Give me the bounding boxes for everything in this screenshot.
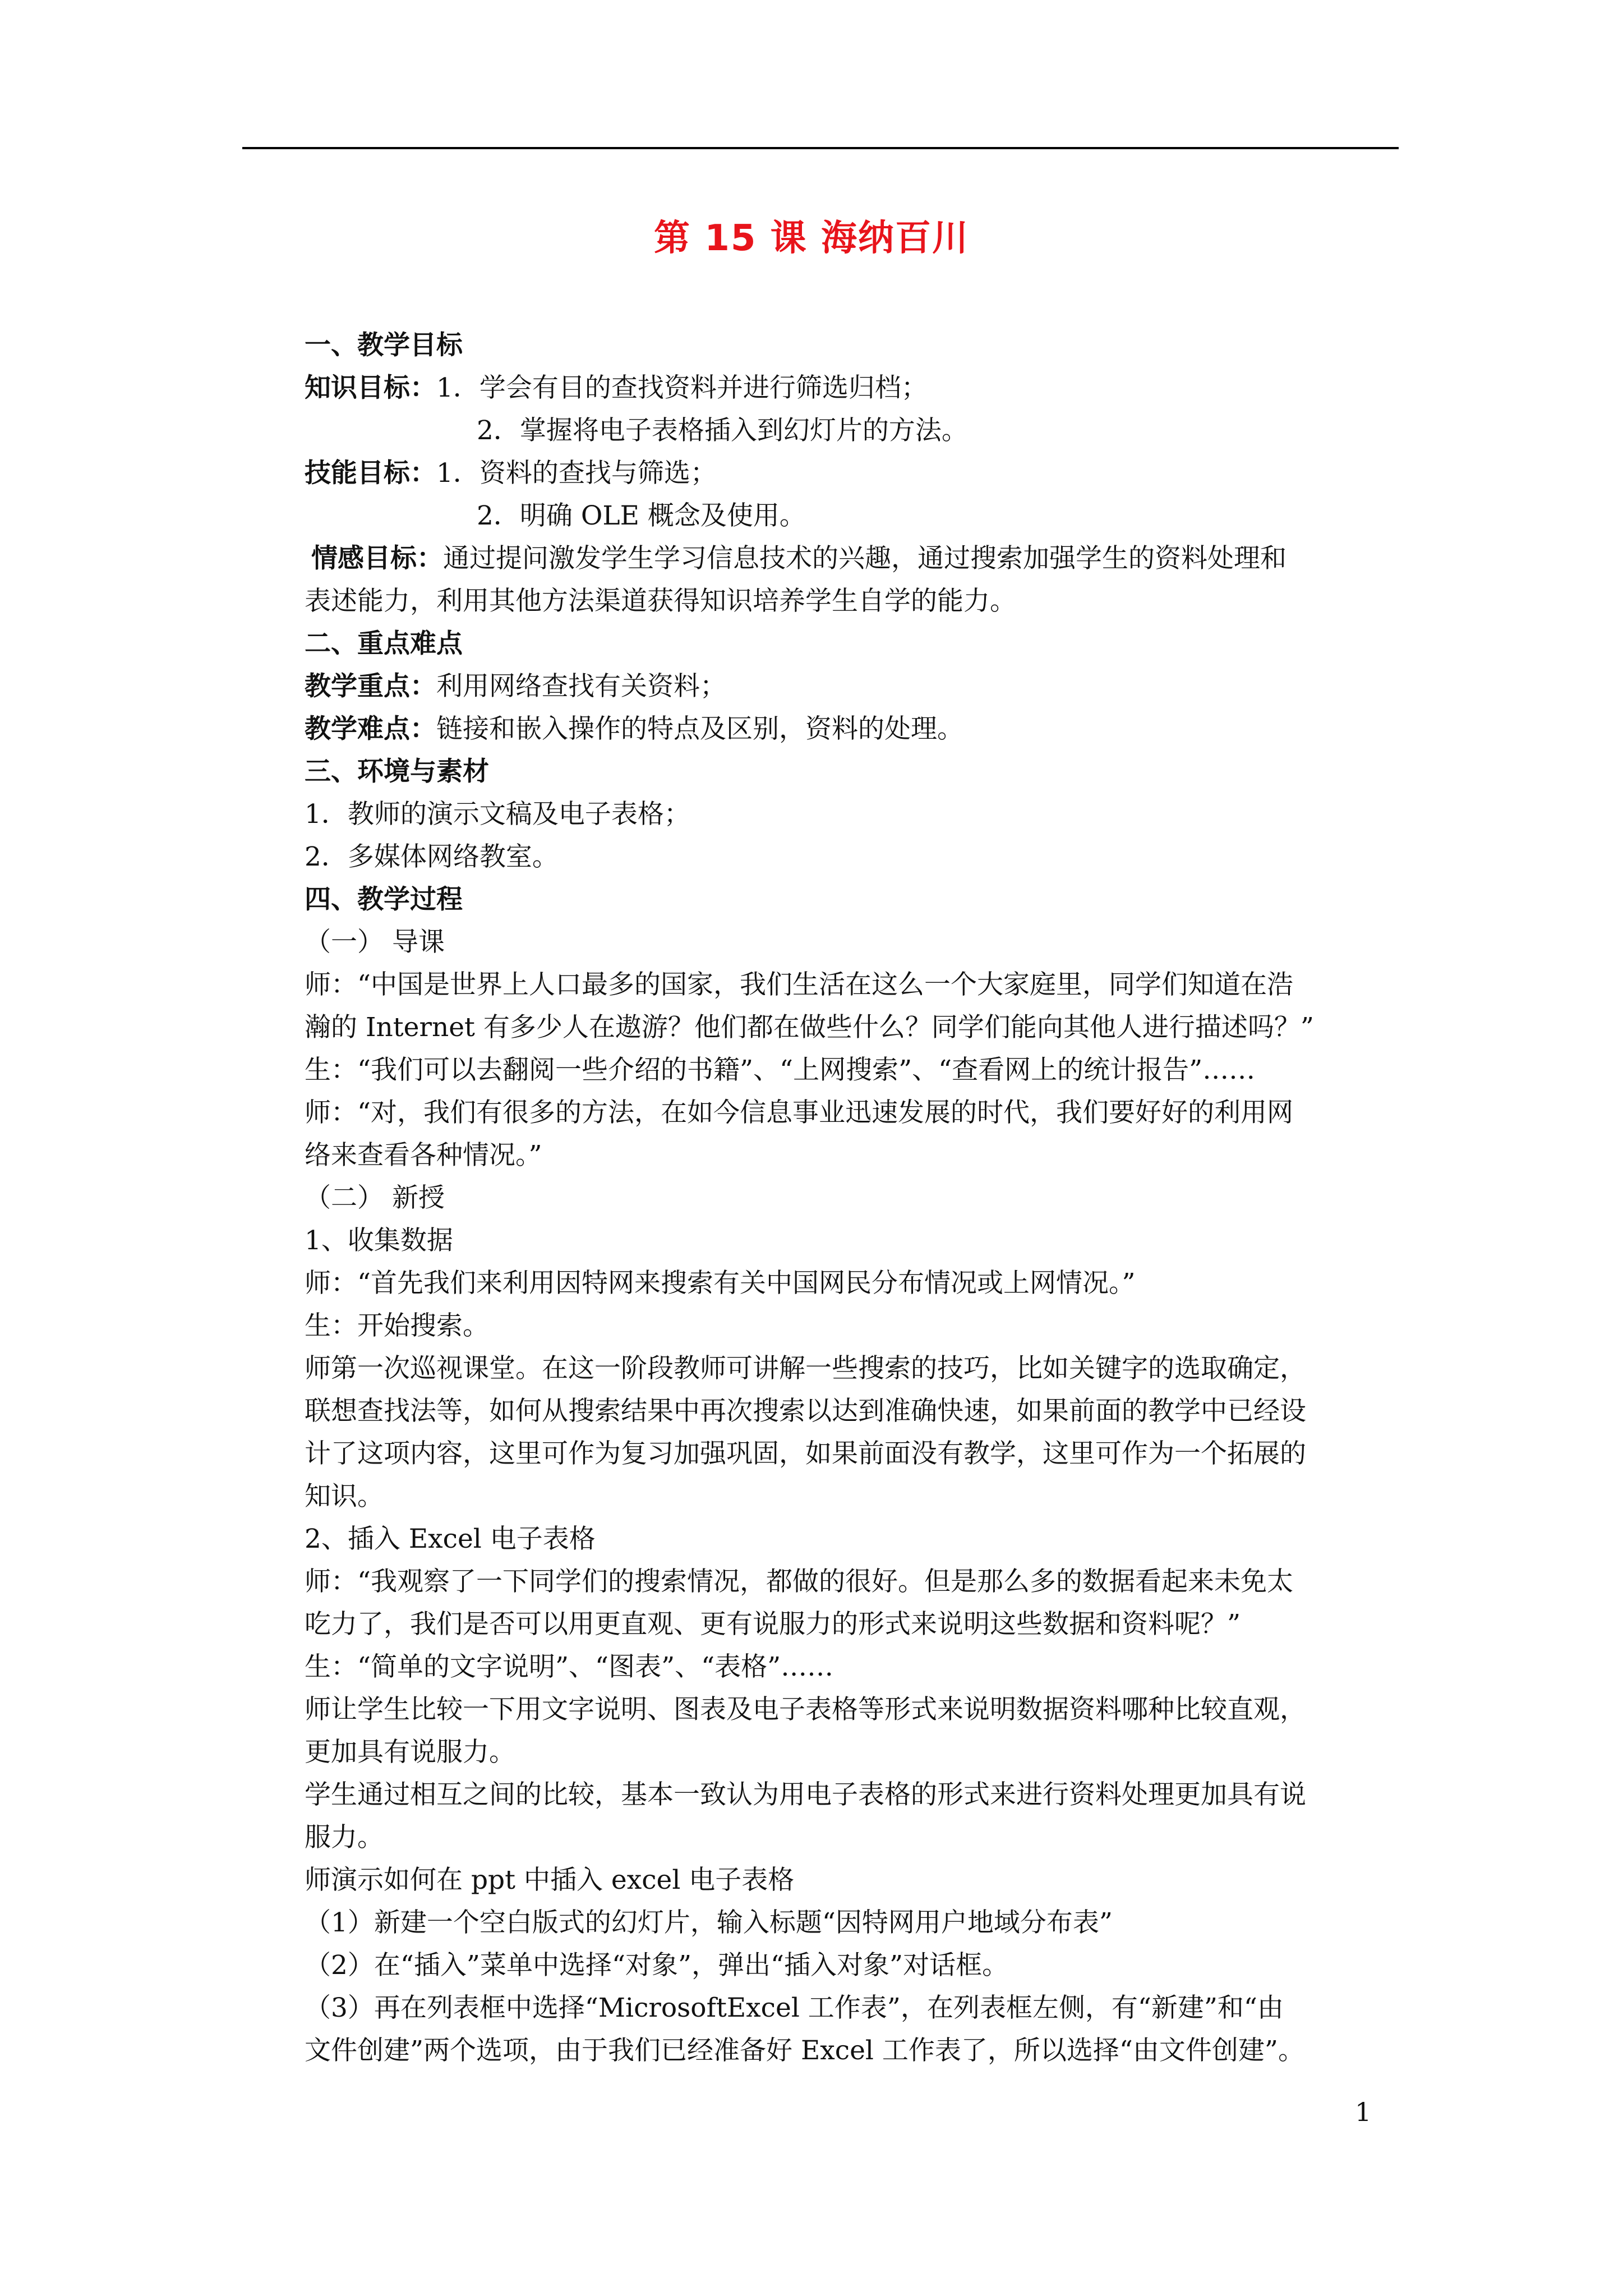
text-line [305, 623, 463, 665]
bold-label: 教学难点： [305, 714, 436, 744]
line-text: 联想查找法等，如何从搜索结果中再次搜索以达到准确快速，如果前面的教学中已经设 [305, 1396, 1306, 1427]
text-line [305, 1390, 1306, 1433]
text-line [305, 1987, 1284, 2030]
text-line [305, 1262, 1136, 1305]
text-line [305, 1944, 1008, 1987]
line-text: 知识。 [305, 1481, 384, 1512]
text-line [305, 1347, 1306, 1390]
line-text: 生：“我们可以去翻阅一些介绍的书籍”、“上网搜索”、“查看网上的统计报告”…… [305, 1055, 1256, 1085]
bold-label: 二、重点难点 [305, 628, 463, 659]
line-text: 师第一次巡视课堂。在这一阶段教师可讲解一些搜索的技巧，比如关键字的选取确定， [305, 1353, 1306, 1384]
page-number: 1 [1355, 2097, 1372, 2127]
text-line [305, 793, 690, 836]
line-text: 1、收集数据 [305, 1225, 453, 1256]
text-line [305, 2030, 1304, 2072]
text-line [305, 1134, 542, 1177]
line-text: 2、插入 Excel 电子表格 [305, 1524, 596, 1554]
text-line [305, 878, 463, 921]
line-text: 链接和嵌入操作的特点及区别，资料的处理。 [436, 714, 963, 744]
line-text: 1．学会有目的查找资料并进行筛选归档； [436, 372, 928, 403]
text-line [305, 665, 726, 708]
bold-label: 技能目标： [305, 458, 436, 489]
text-line [305, 1475, 384, 1518]
text-line [305, 367, 928, 409]
line-text: 计了这项内容，这里可作为复习加强巩固，如果前面没有教学，这里可作为一个拓展的 [305, 1438, 1306, 1469]
line-text: 文件创建”两个选项，由于我们已经准备好 Excel 工作表了，所以选择“由文件创建”。 [305, 2035, 1304, 2066]
text-line [305, 1433, 1306, 1475]
bold-label: 情感目标： [311, 543, 443, 574]
line-text: 师让学生比较一下用文字说明、图表及电子表格等形式来说明数据资料哪种比较直观， [305, 1694, 1306, 1725]
line-text: 师：“中国是世界上人口最多的国家，我们生活在这么一个大家庭里，同学们知道在浩 [305, 969, 1294, 1000]
line-text: 2．掌握将电子表格插入到幻灯片的方法。 [477, 415, 968, 446]
line-text: 2．多媒体网络教室。 [305, 841, 559, 872]
text-line [305, 1774, 1306, 1816]
text-line [305, 1688, 1306, 1731]
line-text: 利用网络查找有关资料； [436, 671, 726, 702]
line-text: （一） 导课 [305, 927, 445, 958]
text-line [305, 1816, 384, 1859]
page-title: 第 15 课 海纳百川 [654, 218, 969, 259]
line-text: 师：“首先我们来利用因特网来搜索有关中国网民分布情况或上网情况。” [305, 1268, 1136, 1299]
text-line [305, 580, 1016, 623]
line-text: 更加具有说服力。 [305, 1737, 515, 1768]
line-text: 生：“简单的文字说明”、“图表”、“表格”…… [305, 1651, 834, 1682]
text-line [305, 1561, 1293, 1603]
bold-label: 知识目标： [305, 372, 436, 403]
line-text: 通过提问激发学生学习信息技术的兴趣，通过搜索加强学生的资料处理和 [443, 543, 1287, 574]
line-text: 表述能力，利用其他方法渠道获得知识培养学生自学的能力。 [305, 586, 1016, 616]
text-line [305, 836, 559, 878]
line-text: （3）再在列表框中选择“MicrosoftExcel 工作表”，在列表框左侧，有“新建”和“由 [305, 1993, 1284, 2023]
text-line [311, 537, 1287, 580]
line-text: 师：“我观察了一下同学们的搜索情况，都做的很好。但是那么多的数据看起来未免太 [305, 1566, 1294, 1597]
text-line [305, 1902, 1113, 1944]
line-text: 1．教师的演示文稿及电子表格； [305, 799, 690, 830]
line-text: 吃力了，我们是否可以用更直观、更有说服力的形式来说明这些数据和资料呢？” [305, 1609, 1241, 1640]
line-text: 学生通过相互之间的比较，基本一致认为用电子表格的形式来进行资料处理更加具有说 [305, 1779, 1306, 1810]
line-text: 师：“对，我们有很多的方法，在如今信息事业迅速发展的时代，我们要好好的利用网 [305, 1097, 1294, 1128]
text-line [477, 409, 968, 452]
text-line [305, 1731, 515, 1774]
text-line [305, 1518, 596, 1561]
line-text: 1．资料的查找与筛选； [436, 458, 717, 489]
bold-label: 教学重点： [305, 671, 436, 702]
text-line [305, 324, 463, 367]
text-line [305, 1603, 1241, 1646]
line-text: 2．明确 OLE 概念及使用。 [477, 500, 806, 531]
text-line [305, 921, 445, 964]
line-text: （二） 新授 [305, 1182, 445, 1213]
text-line [305, 1305, 489, 1347]
text-line [305, 1859, 794, 1902]
header-rule [242, 147, 1399, 149]
text-line [305, 1220, 453, 1262]
text-line [305, 1092, 1293, 1134]
line-text: 生：开始搜索。 [305, 1310, 489, 1341]
line-text: 服力。 [305, 1822, 384, 1853]
text-line [305, 708, 963, 751]
line-text: 瀚的 Internet 有多少人在遨游？他们都在做些什么？同学们能向其他人进行描述吗？” [305, 1012, 1314, 1043]
text-line [305, 1177, 445, 1220]
text-line [477, 495, 806, 537]
line-text: （1）新建一个空白版式的幻灯片，输入标题“因特网用户地域分布表” [305, 1907, 1113, 1938]
line-text: （2）在“插入”菜单中选择“对象”，弹出“插入对象”对话框。 [305, 1950, 1009, 1981]
text-line [305, 1006, 1314, 1049]
text-line [305, 964, 1293, 1006]
text-line [305, 452, 717, 495]
line-text: 络来查看各种情况。” [305, 1140, 542, 1171]
text-line [305, 1049, 1255, 1092]
line-text: 师演示如何在 ppt 中插入 excel 电子表格 [305, 1865, 795, 1895]
bold-label: 一、教学目标 [305, 330, 463, 361]
text-line [305, 1646, 833, 1688]
bold-label: 三、环境与素材 [305, 756, 489, 787]
text-line [305, 751, 489, 793]
bold-label: 四、教学过程 [305, 884, 463, 915]
